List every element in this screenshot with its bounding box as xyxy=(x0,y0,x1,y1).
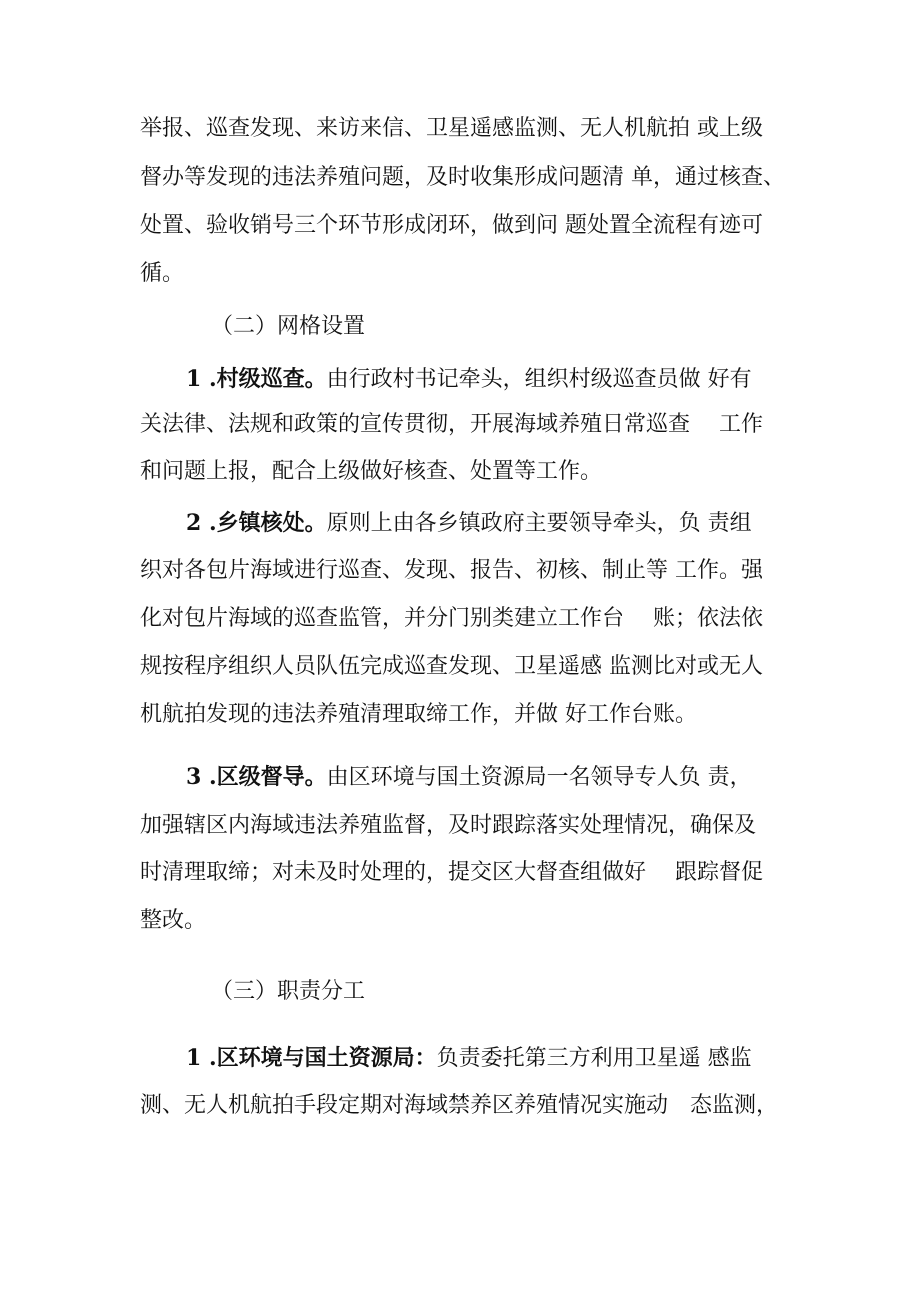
body-text-line: 举报、巡查发现、来访来信、卫星遥感监测、无人机航拍 或上级 xyxy=(140,116,763,141)
body-text-line: 规按程序组织人员队伍完成巡查发现、卫星遥感 监测比对或无人 xyxy=(140,654,763,679)
paragraph-first-line xyxy=(186,364,846,394)
section-heading-grid: （二）网格设置 xyxy=(211,314,366,339)
paragraph-first-line xyxy=(186,508,846,538)
item-lead: 2 .乡镇核处。 xyxy=(186,510,327,536)
body-text-line: 督办等发现的违法养殖问题，及时收集形成问题清 单，通过核查、 xyxy=(140,165,785,190)
section-heading-duty: （三）职责分工 xyxy=(211,979,366,1004)
item-lead: 1 .村级巡查。 xyxy=(186,366,327,392)
item-lead: 1 .区环境与国土资源局： xyxy=(186,1045,437,1071)
body-text-line: 化对包片海域的巡查监管，并分门别类建立工作台 账；依法依 xyxy=(140,606,763,631)
paragraph-first-line xyxy=(186,1043,846,1073)
item-text: 由区环境与国土资源局一名领导专人负 责， xyxy=(326,765,752,790)
paragraph-first-line xyxy=(186,762,846,792)
body-text-line: 整改。 xyxy=(140,908,207,933)
body-text-line: 处置、验收销号三个环节形成闭环，做到问 题处置全流程有迹可 xyxy=(140,213,763,238)
item-text: 由行政村书记牵头，组织村级巡查员做 好有 xyxy=(326,367,752,392)
body-text-line: 加强辖区内海域违法养殖监督，及时跟踪落实处理情况，确保及 xyxy=(140,813,757,838)
body-text-line: 和问题上报，配合上级做好核查、处置等工作。 xyxy=(140,459,603,484)
item-lead: 3 .区级督导。 xyxy=(186,764,327,790)
body-text-line: 测、无人机航拍手段定期对海域禁养区养殖情况实施动 态监测， xyxy=(140,1093,779,1118)
body-text-line: 时清理取缔；对未及时处理的，提交区大督查组做好 跟踪督促 xyxy=(140,860,763,885)
body-text-line: 关法律、法规和政策的宣传贯彻，开展海域养殖日常巡查 工作 xyxy=(140,412,763,437)
body-text-line: 循。 xyxy=(140,261,185,286)
body-text-line: 机航拍发现的违法养殖清理取缔工作，并做 好工作台账。 xyxy=(140,702,697,727)
item-text: 原则上由各乡镇政府主要领导牵头，负 责组 xyxy=(326,511,752,536)
item-text: 负责委托第三方利用卫星遥 感监 xyxy=(436,1046,752,1071)
body-text-line: 织对各包片海域进行巡查、发现、报告、初核、制止等 工作。强 xyxy=(140,558,763,583)
